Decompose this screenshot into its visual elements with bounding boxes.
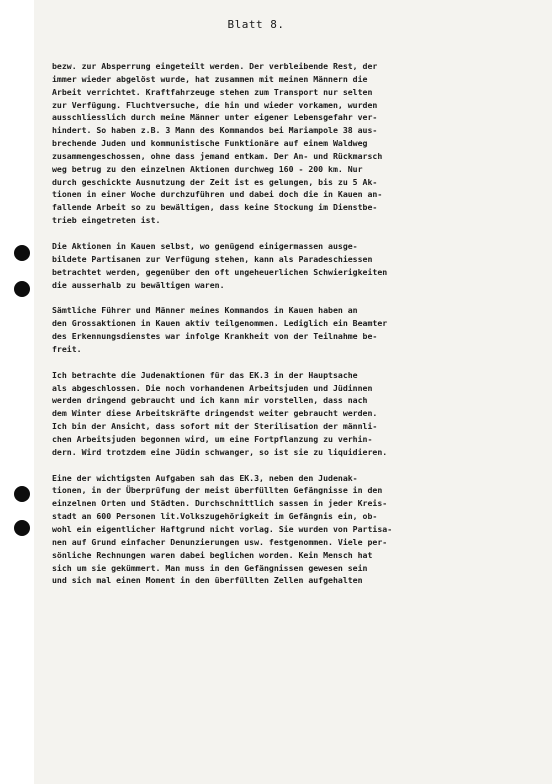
text-line: dem Winter diese Arbeitskräfte dringendst weiter gebraucht werden. bbox=[52, 408, 378, 419]
text-line: betrachtet werden, gegenüber den oft ungeheuerlichen Schwierigkeiten bbox=[52, 266, 388, 277]
text-line: zur Verfügung. Fluchtversuche, die hin und wieder vorkamen, wurden bbox=[52, 99, 378, 110]
paragraph-gap bbox=[52, 356, 536, 369]
text-line: wohl ein eigentlicher Haftgrund nicht vorlag. Sie wurden von Partisa- bbox=[52, 524, 393, 534]
text-line: Eine der wichtigsten Aufgaben sah das EK.3, neben den Judenak- bbox=[52, 472, 358, 483]
text-line: ausschliesslich durch meine Männer unter eigener Lebensgefahr ver- bbox=[52, 112, 378, 123]
paragraph-gap bbox=[52, 291, 536, 304]
text-line: den Grossaktionen in Kauen aktiv teilgenommen. Lediglich ein Beamter bbox=[52, 318, 388, 329]
text-line: die ausserhalb zu bewältigen waren. bbox=[52, 279, 225, 290]
document-body bbox=[52, 60, 536, 587]
text-line: werden dringend gebraucht und ich kann mir vorstellen, dass nach bbox=[52, 395, 368, 406]
paragraph bbox=[52, 60, 536, 227]
text-line: brechende Juden und kommunistische Funktionäre auf einem Waldweg bbox=[52, 138, 368, 149]
punch-hole bbox=[14, 520, 30, 536]
paragraph bbox=[52, 304, 536, 355]
text-line: des Erkennungsdienstes war infolge Krankheit von der Teilnahme be- bbox=[52, 331, 378, 342]
text-line: stadt an 600 Personen lit.Volkszugehörigkeit im Gefängnis ein, ob- bbox=[52, 511, 378, 522]
text-line: sich um sie gekümmert. Man muss in den Gefängnissen gewesen sein bbox=[52, 562, 368, 573]
page-number: Blatt 8. bbox=[227, 18, 285, 31]
text-line: hindert. So haben z.B. 3 Mann des Kommandos bei Mariampole 38 aus- bbox=[52, 125, 378, 136]
text-line: fallende Arbeit so zu bewältigen, dass keine Stockung im Dienstbe- bbox=[52, 202, 378, 213]
text-line: sönliche Rechnungen waren dabei beglichen worden. Kein Mensch hat bbox=[52, 549, 373, 560]
text-line: Sämtliche Führer und Männer meines Kommandos in Kauen haben an bbox=[52, 305, 358, 316]
text-line: als abgeschlossen. Die noch vorhandenen Arbeitsjuden und Jüdinnen bbox=[52, 382, 373, 393]
text-line: Die Aktionen in Kauen selbst, wo genügend einigermassen ausge- bbox=[52, 240, 358, 251]
text-line: freit. bbox=[52, 343, 82, 354]
text-line: tionen, in der Überprüfung der meist überfüllten Gefängnisse in den bbox=[52, 485, 383, 496]
punch-hole bbox=[14, 245, 30, 261]
text-line: nen auf Grund einfacher Denunzierungen usw. festgenommen. Viele per- bbox=[52, 536, 388, 547]
text-line: weg betrug zu den einzelnen Aktionen durchweg 160 - 200 km. Nur bbox=[52, 163, 363, 174]
text-line: einzelnen Orten und Städten. Durchschnittlich sassen in jeder Kreis- bbox=[52, 498, 388, 509]
paragraph bbox=[52, 472, 536, 588]
text-line: zusammengeschossen, ohne dass jemand entkam. Der An- und Rückmarsch bbox=[52, 150, 383, 161]
text-line: und sich mal einen Moment in den überfüllten Zellen aufgehalten bbox=[52, 575, 363, 586]
page-header bbox=[0, 18, 552, 31]
paragraph bbox=[52, 240, 536, 291]
page-margin-strip bbox=[0, 0, 34, 784]
text-line: durch geschickte Ausnutzung der Zeit ist es gelungen, bis zu 5 Ak- bbox=[52, 176, 378, 187]
paragraph-gap bbox=[52, 459, 536, 472]
text-line: Arbeit verrichtet. Kraftfahrzeuge stehen zum Transport nur selten bbox=[52, 86, 373, 97]
text-line: chen Arbeitsjuden begonnen wird, um eine Fortpflanzung zu verhin- bbox=[52, 433, 373, 444]
paragraph bbox=[52, 369, 536, 459]
punch-hole bbox=[14, 281, 30, 297]
text-line: bildete Partisanen zur Verfügung stehen, kann als Paradeschiessen bbox=[52, 253, 373, 264]
paragraph-gap bbox=[52, 227, 536, 240]
text-line: bezw. zur Absperrung eingeteilt werden. Der verbleibende Rest, der bbox=[52, 61, 378, 71]
text-line: dern. Wird trotzdem eine Jüdin schwanger, so ist sie zu liquidieren. bbox=[52, 446, 388, 457]
text-line: Ich bin der Ansicht, dass sofort mit der Sterilisation der männli- bbox=[52, 421, 378, 432]
text-line: Ich betrachte die Judenaktionen für das EK.3 in der Hauptsache bbox=[52, 369, 358, 380]
text-line: immer wieder abgelöst wurde, hat zusammen mit meinen Männern die bbox=[52, 73, 368, 84]
text-line: tionen in einer Woche durchzuführen und dabei doch die in Kauen an- bbox=[52, 189, 383, 200]
text-line: trieb eingetreten ist. bbox=[52, 215, 161, 226]
punch-hole bbox=[14, 486, 30, 502]
